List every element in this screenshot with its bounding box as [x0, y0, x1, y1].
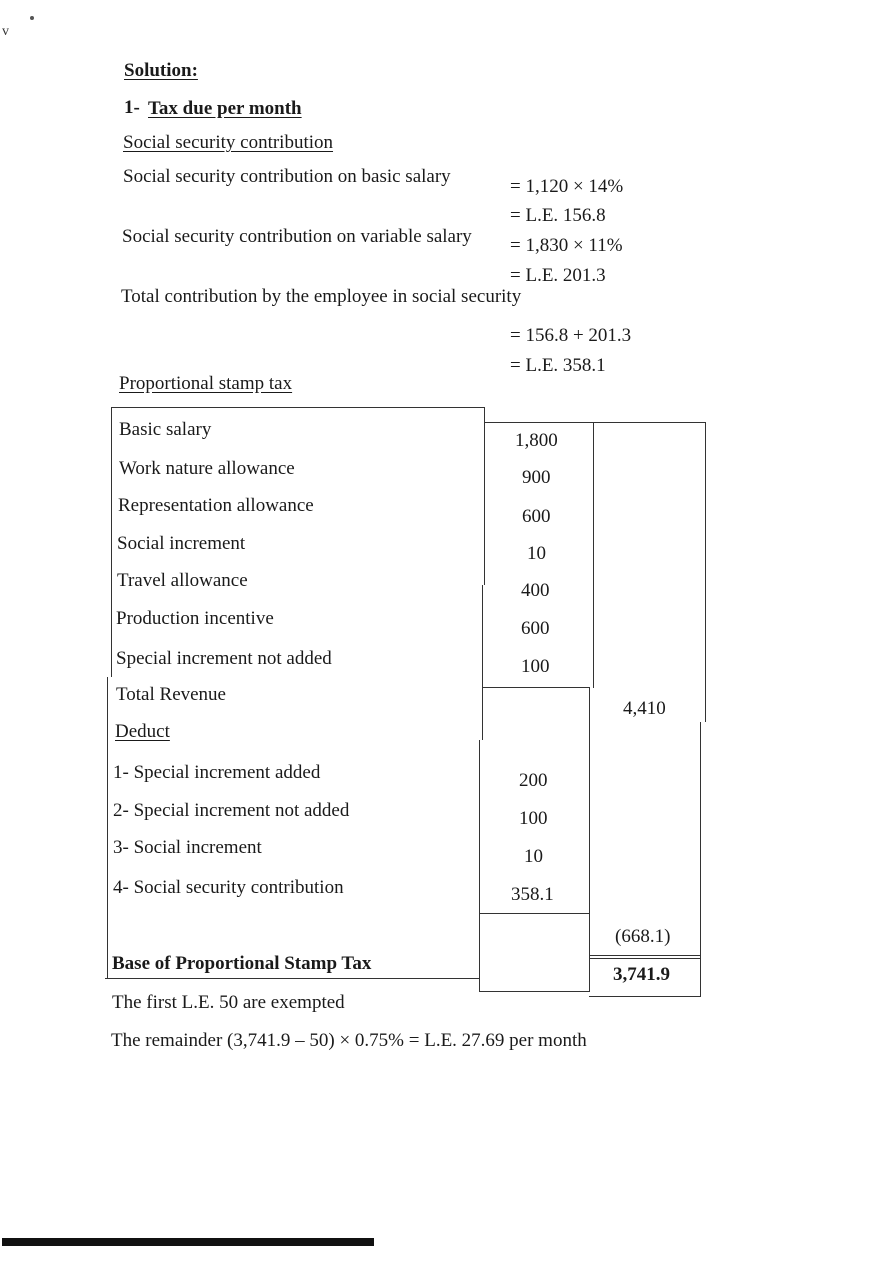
solution-heading: Solution:	[124, 60, 198, 81]
income-value-social-increment: 10	[527, 543, 546, 564]
total-deductions-value: (668.1)	[615, 926, 671, 947]
income-label-work-nature: Work nature allowance	[119, 458, 295, 479]
remainder-calculation: The remainder (3,741.9 – 50) × 0.75% = L.E. 27.69 per month	[111, 1030, 587, 1051]
ss-basic-result: = L.E. 156.8	[510, 205, 606, 226]
income-value-work-nature: 900	[522, 467, 551, 488]
exempt-note: The first L.E. 50 are exempted	[112, 992, 345, 1013]
deduction-value-social-security: 358.1	[511, 884, 554, 905]
ss-basic-formula: = 1,120 × 14%	[510, 176, 624, 197]
stamp-tax-heading: Proportional stamp tax	[119, 373, 293, 394]
deduction-label-social-security: 4- Social security contribution	[113, 877, 344, 898]
income-value-production: 600	[521, 618, 550, 639]
deduction-value-special-added: 200	[519, 770, 548, 791]
income-label-production: Production incentive	[116, 608, 274, 629]
section-number: 1-	[124, 97, 140, 118]
scan-speck	[30, 16, 34, 20]
total-revenue-value: 4,410	[623, 698, 666, 719]
base-label: Base of Proportional Stamp Tax	[112, 953, 372, 974]
deduction-label-social-increment: 3- Social increment	[113, 837, 262, 858]
income-label-basic-salary: Basic salary	[119, 419, 212, 440]
ss-total-result: = L.E. 358.1	[510, 355, 606, 376]
base-value: 3,741.9	[613, 964, 670, 985]
income-label-social-increment: Social increment	[117, 533, 246, 554]
deduct-label: Deduct	[115, 721, 170, 742]
income-label-special-not-added: Special increment not added	[116, 648, 332, 669]
ss-variable-label: Social security contribution on variable salary	[122, 226, 472, 247]
deduction-value-special-not-added: 100	[519, 808, 548, 829]
deduction-label-special-not-added: 2- Special increment not added	[113, 800, 350, 821]
income-value-representation: 600	[522, 506, 551, 527]
scan-edge-bar	[2, 1238, 374, 1246]
income-label-representation: Representation allowance	[118, 495, 314, 516]
section-title: Tax due per month	[148, 98, 302, 119]
ss-basic-label: Social security contribution on basic salary	[123, 166, 451, 187]
ss-total-label: Total contribution by the employee in social security	[121, 286, 522, 307]
ss-variable-result: = L.E. 201.3	[510, 265, 606, 286]
income-value-travel: 400	[521, 580, 550, 601]
income-value-basic-salary: 1,800	[515, 430, 558, 451]
scan-mark: v	[2, 24, 9, 39]
deduction-value-social-increment: 10	[524, 846, 543, 867]
total-revenue-label: Total Revenue	[116, 684, 226, 705]
social-security-heading: Social security contribution	[123, 132, 334, 153]
ss-total-formula: = 156.8 + 201.3	[510, 325, 632, 346]
income-value-special-not-added: 100	[521, 656, 550, 677]
ss-variable-formula: = 1,830 × 11%	[510, 235, 623, 256]
income-label-travel: Travel allowance	[117, 570, 248, 591]
deduction-label-special-added: 1- Special increment added	[113, 762, 321, 783]
